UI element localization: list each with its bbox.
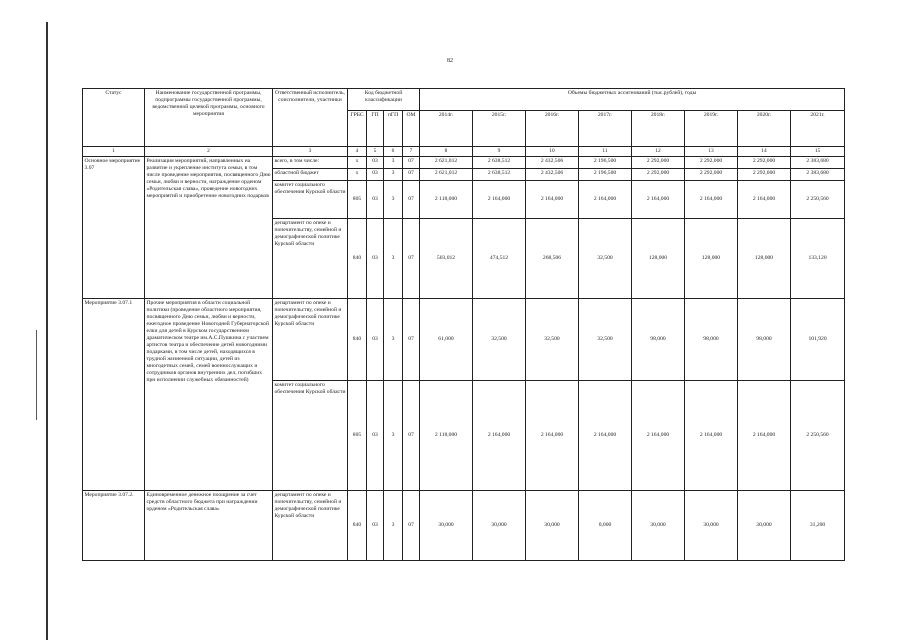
cell-value: 2 383,680 [791,168,845,180]
cell-grbs: x [348,168,367,180]
cell-grbs: 840 [348,490,367,560]
column-number: 11 [579,147,632,157]
cell-gp: 03 [367,180,384,218]
cell-om: 07 [403,490,420,560]
cell-value: 2 638,512 [473,156,526,168]
column-number: 3 [273,147,348,157]
cell-value: 2 164,000 [526,180,579,218]
cell-om: 07 [403,180,420,218]
cell-value: 101,920 [791,298,845,380]
cell-pgp: 3 [384,168,403,180]
cell-pgp: 3 [384,218,403,298]
cell-gp: 03 [367,156,384,168]
cell-gp: 03 [367,298,384,380]
cell-pgp: 3 [384,298,403,380]
cell-value: 2 118,000 [420,180,473,218]
column-number: 13 [685,147,738,157]
row-executor: департамент по опеке и попечительству, семейной и демографической политике Курской области [273,218,348,298]
header-budget-code: Код бюджетной классификации [348,89,420,111]
header-year: 2021г. [791,111,845,147]
header-name: Наименование государственной программы, подпрограммы государственной программы, ведомственной целевой программы, основного мероприятия [145,89,273,147]
cell-value: 2 164,000 [738,180,791,218]
cell-value: 2 250,560 [791,180,845,218]
column-number: 5 [367,147,384,157]
cell-value: 2 383,680 [791,156,845,168]
cell-value: 2 292,000 [738,156,791,168]
row-executor: департамент по опеке и попечительству, семейной и демографической политике Курской области [273,490,348,560]
table-row [83,156,845,168]
row-status: Основное мероприятие 3.07 [83,156,145,298]
cell-value: 128,000 [685,218,738,298]
column-number: 7 [403,147,420,157]
cell-value: 2 196,500 [579,168,632,180]
cell-om: 07 [403,218,420,298]
header-year: 2014г. [420,111,473,147]
column-number: 10 [526,147,579,157]
cell-value: 2 164,000 [473,180,526,218]
cell-om: 07 [403,298,420,380]
budget-table [82,88,845,561]
cell-value: 30,000 [526,490,579,560]
cell-value: 30,000 [632,490,685,560]
cell-value: 2 638,512 [473,168,526,180]
cell-gp: 03 [367,218,384,298]
row-status: Мероприятие 3.07.2. [83,490,145,560]
cell-pgp: 3 [384,180,403,218]
cell-om: 07 [403,168,420,180]
cell-value: 98,000 [738,298,791,380]
cell-value: 0,000 [579,490,632,560]
row-executor: всего, в том числе: [273,156,348,168]
header-gp: ГП [367,111,384,147]
cell-value: 98,000 [632,298,685,380]
row-name: Реализация мероприятий, направленных на развитие и укрепление института семьи, в том числе проведение мероприятия, посвященного Дню семьи, любви и верности, награждение орденом «Родительская слава», проведение новогодних мероприятий и приобретение новогодних подарков [145,156,273,298]
cell-pgp: 3 [384,380,403,490]
cell-pgp: 3 [384,490,403,560]
cell-value: 128,000 [632,218,685,298]
row-executor: комитет социального обеспечения Курской области [273,180,348,218]
cell-om: 07 [403,156,420,168]
row-name: Прочие мероприятия в области социальной политики (проведение областного мероприятия, посвященного Дню семьи, любви и верности, ежегодное проведение Новогодней Губернаторской елки для детей в Курском государственном драматическом театре им.А.С.Пушкина с участием артистов театра и обеспечение детей новогодними подарками, в том числе детей, находящихся в трудной жизненной ситуации, детей из многодетных семей, семей военнослужащих и сотрудников органов внутренних дел, погибших при исполнении служебных обязанностей) [145,298,273,490]
row-name: Единовременное денежное поощрение за счет средств областного бюджета при награждении орденом «Родительская слава» [145,490,273,560]
header-year: 2020г. [738,111,791,147]
cell-value: 98,000 [685,298,738,380]
column-number: 14 [738,147,791,157]
cell-value: 2 164,000 [632,380,685,490]
cell-value: 2 164,000 [473,380,526,490]
cell-value: 32,500 [579,218,632,298]
row-executor: комитет социального обеспечения Курской области [273,380,348,490]
cell-value: 2 292,000 [632,168,685,180]
column-number: 12 [632,147,685,157]
cell-pgp: 3 [384,156,403,168]
cell-value: 2 621,012 [420,156,473,168]
cell-value: 503,012 [420,218,473,298]
page-number: 82 [447,58,453,64]
cell-value: 128,000 [738,218,791,298]
cell-value: 2 292,000 [738,168,791,180]
cell-value: 2 164,000 [632,180,685,218]
cell-value: 2 196,500 [579,156,632,168]
header-year: 2019г. [685,111,738,147]
header-status: Статус [83,89,145,147]
header-year: 2015г. [473,111,526,147]
binding-margin-line [46,22,48,640]
cell-value: 2 164,000 [526,380,579,490]
header-om: ОМ [403,111,420,147]
cell-value: 2 292,000 [685,168,738,180]
cell-value: 2 250,560 [791,380,845,490]
cell-value: 2 164,000 [685,380,738,490]
binding-margin-mark [36,330,37,420]
cell-gp: 03 [367,490,384,560]
header-volumes: Объемы бюджетных ассигнований (тыс.рублей), годы [420,89,845,111]
cell-value: 2 164,000 [579,180,632,218]
header-executor: Ответственный исполнитель, соисполнители, участники [273,89,348,147]
cell-value: 2 164,000 [579,380,632,490]
header-grbs: ГРБС [348,111,367,147]
cell-value: 2 292,000 [632,156,685,168]
row-executor: областной бюджет [273,168,348,180]
cell-value: 30,000 [685,490,738,560]
cell-value: 2 164,000 [685,180,738,218]
cell-value: 474,512 [473,218,526,298]
cell-value: 2 164,000 [738,380,791,490]
cell-gp: 03 [367,168,384,180]
cell-grbs: x [348,156,367,168]
cell-value: 133,120 [791,218,845,298]
cell-value: 268,506 [526,218,579,298]
cell-om: 07 [403,380,420,490]
cell-grbs: 805 [348,380,367,490]
cell-value: 30,000 [420,490,473,560]
column-number: 9 [473,147,526,157]
cell-value: 2 118,000 [420,380,473,490]
cell-gp: 03 [367,380,384,490]
column-number: 15 [791,147,845,157]
cell-value: 30,000 [473,490,526,560]
cell-value: 31,200 [791,490,845,560]
cell-value: 32,500 [473,298,526,380]
row-executor: департамент по опеке и попечительству, семейной и демографической политике Курской области [273,298,348,380]
cell-value: 30,000 [738,490,791,560]
cell-grbs: 840 [348,218,367,298]
cell-value: 32,500 [526,298,579,380]
cell-grbs: 805 [348,180,367,218]
column-number: 4 [348,147,367,157]
cell-value: 2 432,506 [526,156,579,168]
column-number: 6 [384,147,403,157]
cell-grbs: 840 [348,298,367,380]
cell-value: 32,500 [579,298,632,380]
cell-value: 61,000 [420,298,473,380]
row-status: Мероприятие 3.07.1 [83,298,145,490]
cell-value: 2 432,506 [526,168,579,180]
table-row [83,490,845,560]
column-number: 8 [420,147,473,157]
table-row [83,298,845,380]
cell-value: 2 621,012 [420,168,473,180]
header-year: 2018г. [632,111,685,147]
column-number-row [83,147,845,157]
cell-value: 2 292,000 [685,156,738,168]
header-year: 2016г. [526,111,579,147]
column-number: 2 [145,147,273,157]
header-pgp: пГП [384,111,403,147]
header-year: 2017г. [579,111,632,147]
column-number: 1 [83,147,145,157]
